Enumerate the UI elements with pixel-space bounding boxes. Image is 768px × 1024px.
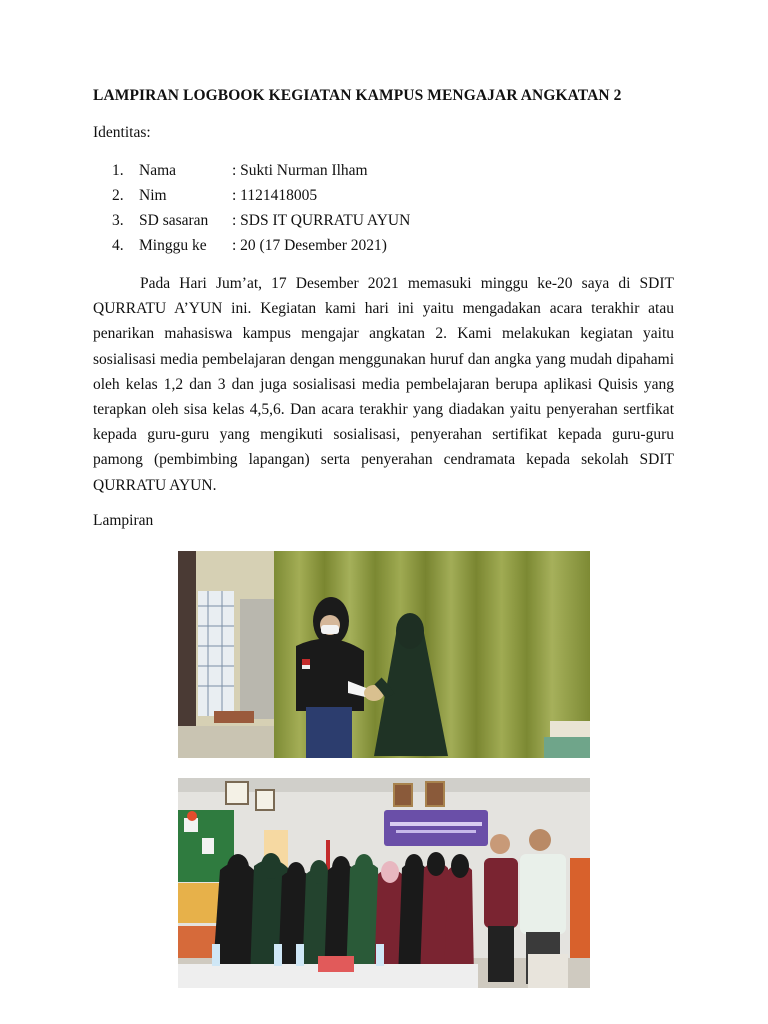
lampiran-label: Lampiran (93, 512, 154, 529)
identitas-list (112, 160, 410, 260)
list-number: 4. (112, 237, 124, 254)
photo-handover-illustration (178, 551, 590, 758)
body-paragraph: Pada Hari Jum’at, 17 Desember 2021 memasuki minggu ke-20 saya di SDIT QURRATU A’YUN ini. Kegiatan kami hari ini yaitu mengadakan acara terakhir atau penarikan mahasiswa kampus mengajar angkatan 2. Kami melakukan kegiatan yaitu sosialisasi media pembelajaran dengan menggunakan huruf dan angka yang mudah dipahami oleh kelas 1,2 dan 3 dan juga sosialisasi media pembelajaran berupa aplikasi Quisis yang terapkan oleh sisa kelas 4,5,6. Dan acara terakhir yang diadakan yaitu penyerahan sertfikat kepada guru-guru yang mengikuti sosialisasi, penyerahan sertifikat kepada guru-guru pamong (pembimbing lapangan) serta penyerahan cendramata kepada sekolah SDIT QURRATU AYUN. (93, 275, 674, 494)
field-value: : SDS IT QURRATU AYUN (232, 212, 411, 229)
identitas-label: Identitas: (93, 124, 151, 141)
list-item (112, 235, 410, 260)
list-number: 2. (112, 187, 124, 204)
field-label: SD sasaran (139, 212, 209, 229)
photo-handover (178, 551, 590, 758)
field-value: : Sukti Nurman Ilham (232, 162, 368, 179)
list-number: 3. (112, 212, 124, 229)
list-number: 1. (112, 162, 124, 179)
field-label: Minggu ke (139, 237, 207, 254)
field-label: Nim (139, 187, 167, 204)
document-title: LAMPIRAN LOGBOOK KEGIATAN KAMPUS MENGAJAR ANGKATAN 2 (93, 87, 622, 104)
list-item (112, 185, 410, 210)
field-value: : 20 (17 Desember 2021) (232, 237, 387, 254)
list-item (112, 210, 410, 235)
field-label: Nama (139, 162, 177, 179)
field-value: : 1121418005 (232, 187, 318, 204)
photo-group-illustration (178, 778, 590, 988)
list-item (112, 160, 410, 185)
photo-group (178, 778, 590, 988)
